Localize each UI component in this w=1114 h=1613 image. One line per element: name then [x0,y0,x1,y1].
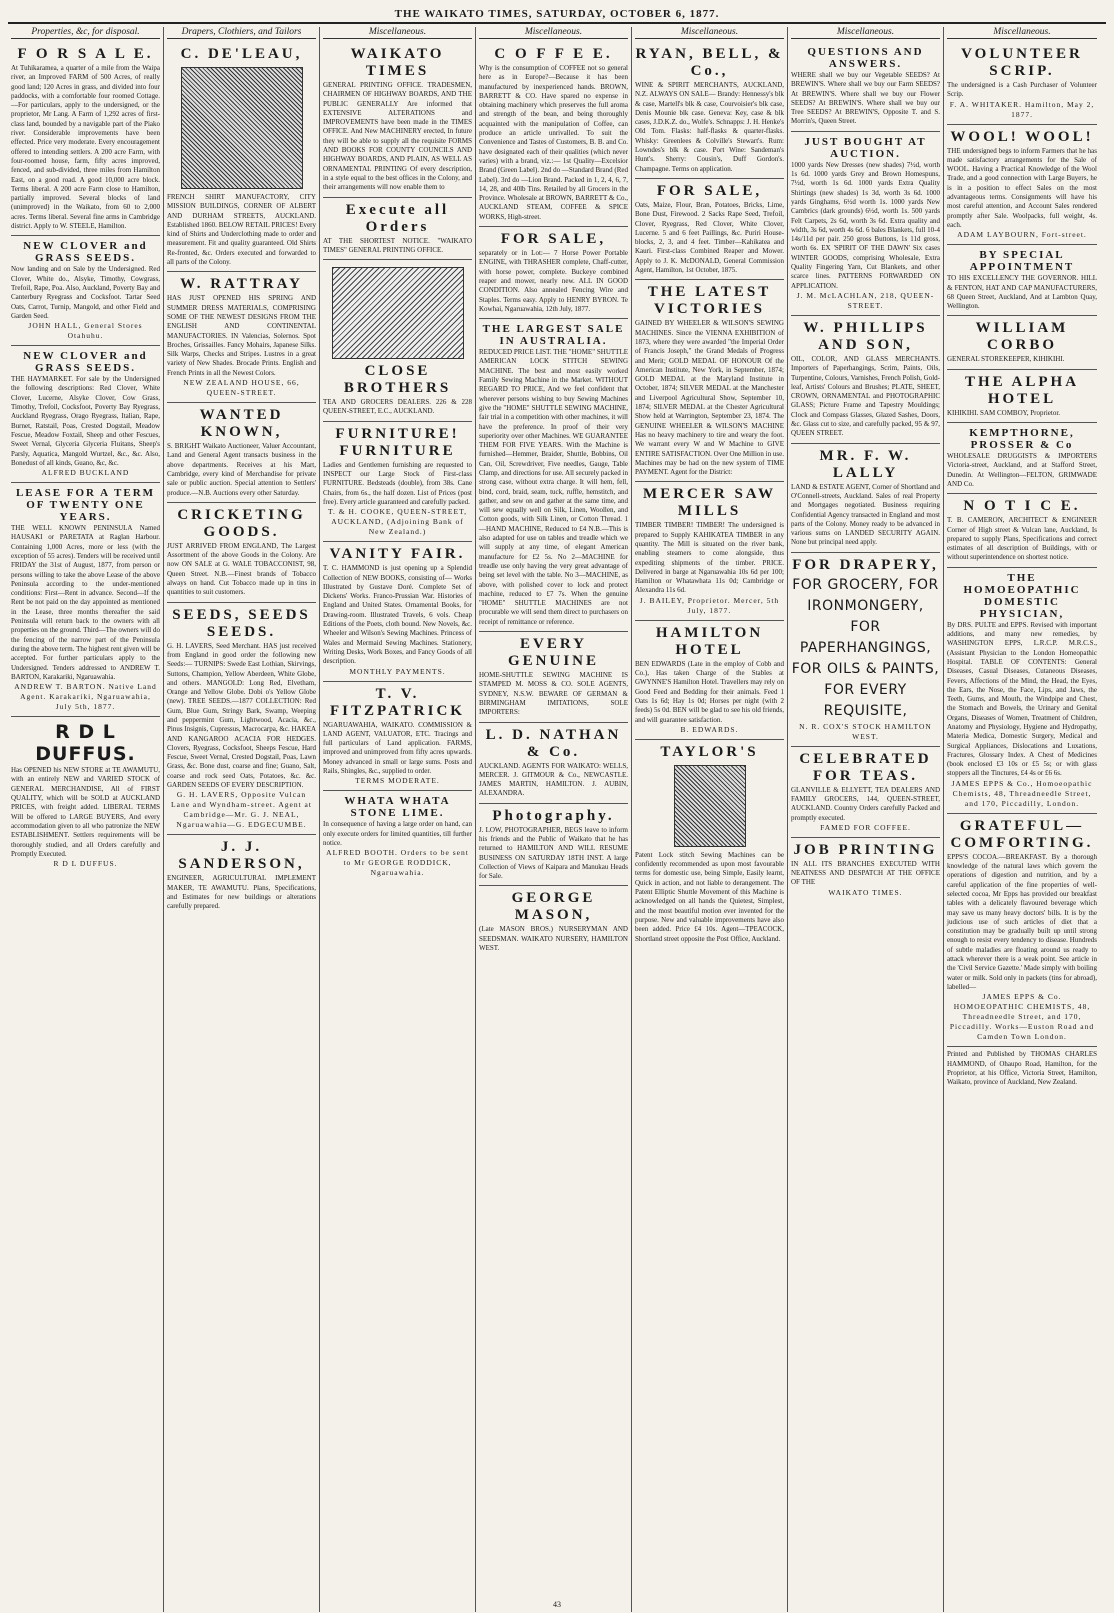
column-7 [944,27,1100,1612]
advertisement [791,132,940,316]
ad-body: AT THE SHORTEST NOTICE. "WAIKATO TIMES" GENERAL PRINTING OFFICE. [323,236,472,254]
ad-title: SEEDS, SEEDS SEEDS. [172,606,311,640]
column-heading: Miscellaneous. [635,27,784,39]
ad-body: Has OPENED his NEW STORE at TE AWAMUTU, with an entirely NEW and VARIED STOCK of GENERAL MERCHANDISE, All of FIRST QUALITY, which will be SOLD at AUCKLAND PRICES, with freight added. LIBERAL TERMS Will be offered to LARGE BUYERS, And every accommodation given to all who patronize the NEW ESTABLISHMENT. Settlers requirements will be thoroughly studied, and all Orders carefully and Promptly Executed. [11,766,160,858]
advertisement [791,316,940,444]
advertisement [635,621,784,740]
ad-body: THE WELL KNOWN PENINSULA Named HAUSAKI or PARETATA at Raglan Harbour. Containing 1,000 Acres, more or less (with the exception of 55 acres). Tenders will be received until FRIDAY the 31st of August, 1877, from person or persons willing to take the above Lease of the above Peninsula according to the under-mentioned conditions: First—Rent in advance. Second—If the Rent be not paid on the day appointed as mentioned in the Lease, three months thereafter the said Peninsula will return back to the owners with all properties on the ground. Third—The owners will do the fencing of the narrow part of the Peninsula during the above term. The highest rent given will be accepted. For further particulars apply to the Undersigned. Tenders addressed to ANDREW T. BARTON, Karakariki, Ngaruawahia. [11,524,160,681]
ad-signature: J. M. McLACHLAN, 218, QUEEN-STREET. [796,290,935,310]
ad-title: GEORGE MASON, [511,890,596,924]
ad-body: T. B. CAMERON, ARCHITECT & ENGINEER Corner of High street & Vulcan lane, Auckland, Is prepared to supply Plans, Specifications and correct estimates of all description of Buildings, with or without superintendence on shortest notice. [947,516,1097,562]
ad-body: Oats, Maize, Flour, Bran, Potatoes, Bricks, Lime, Bone Dust, Firewood. 2 Sacks Rape Seed, Trefoil, Clover, Ryegrass, Red Clover, White Clover, Lucerne. 5 and 6 feet Paillings, &c. Puriri House-blocks, 2, 3, and 4 feet. Timber—Kahikatea and Kauri. First-class Combined Reaper and Mower. Apply to J. K. McDONALD, General Commission Agent, Hamilton, 1st October, 1875. [635,200,784,275]
ad-title: F O R S A L E. [17,46,154,62]
ad-title: WOOL! WOOL! [950,128,1094,145]
ad-title: W. PHILLIPS AND SON, [803,319,928,353]
column-heading: Drapers, Clothiers, and Tailors [167,27,316,39]
ad-title: WHATA WHATA STONE LIME. [344,795,451,820]
ad-title: FOR DRAPERY, [792,556,939,573]
ad-body: Ladies and Gentlemen furnishing are requested to INSPECT our Large Stock of First-class FURNITURE. Bedsteads (double), from 38s. Cane Chairs, from 6s., the half dozen. List of Prices (post free). Every article guaranteed and carefully packed. [323,460,472,506]
ad-title: JOB PRINTING [793,841,938,858]
ad-signature: FAMED FOR COFFEE. [820,822,911,832]
ad-body: Now landing and on Sale by the Undersigned. Red Clover, White do., Alsyke, Timothy, Cowgrass, Trefoil, Rape, Poa. Also, Auckland, Poverty Bay and Canterbury Ryegrass and Cocksfoot. Tartar Seed Oats, Carrot, Turnip, Mangold, and other Field and Garden Seed. [11,265,160,320]
ad-body: G. H. LAVERS, Seed Merchant. HAS just received from England in good order the following new Seeds:— TURNIPS: Swede East Lothian, Skirvings, Suttons, Champion, Yellow Aberdeen, White Globe, and others. MANGOLD: Long Red, Elvetham, Orange and Yellow Globe. Dobi o's Yellow Globe (new). TREE SEEDS.—1877 COLLECTION: Red Gum, Blue Gum, Stringy Bark, Swamp, Weeping and peppermint Gum, Lightwood, Acacia, &c., Pinus Insignis, Cupressus, Macrocarpa, &c. HAKEA AND KANGAROO ACACIA FOR HEDGES. Clovers, Ryegrass, Cocksfoot, Sheeps Fescue, Hard Fescue, Sweet Vernal, Crested Dogstail, Poas, Lawn Grass, &c. Bone dust, coarse and fine; Guano, Salt, coarse and rock seed Oats, Potatoes, &c. &c. GARDEN SEEDS OF EVERY DESCRIPTION. [167,641,316,790]
ad-signature: G. H. LAVERS, Opposite Vulcan Lane and Wyndham-street. Agent at Cambridge—Mr. G. J. NEAL, Ngaruawahia—G. EDGECUMBE. [171,790,312,830]
advertisement [635,42,784,179]
ad-title: THE LATEST VICTORIES [647,284,772,318]
advertisement [947,494,1097,567]
column-heading: Miscellaneous. [479,27,628,39]
ad-title: THE ALPHA HOTEL [964,373,1080,407]
ad-title: LEASE FOR A TERM OF TWENTY ONE YEARS. [15,487,156,524]
advertisement [323,682,472,792]
advertisement [791,747,940,838]
advertisement [947,316,1097,369]
ad-body: FOR GROCERY, FOR IRONMONGERY, FOR PAPERHANGINGS, FOR OILS & PAINTS, FOR EVERY REQUISITE, [791,576,940,719]
ad-body: At Tuhikaramea, a quarter of a mile from the Waipa river, an Improved FARM of 500 Acres, of really good land; 120 Acres in grass, and divided into four paddocks, with a comfortable four roomed Cottage.—For particulars, apply to the undersigned, or the proprietor, Mr Lang. A Farm of 1,292 acres of first-class land, bounded by a navigable part of the Piako river. Considerable improvements have been effected. Price very moderate. Every encouragement offered to intending settlers. A 200 acre Farm, with four-roomed house, farm, fifty acres improved, fenced, and sub-divided, three miles from Hamilton East, on a good road. A good 10,000 acre block. Terms liberal. A 200 acre Farm close to Hamilton, partially improved. Several blocks of land (unimproved) in the Waikato, from 60 to 2,000 acres. Terms liberal. Several fine arms in Cambridge district. Apply to W. STEELE, Hamilton. [11,64,160,231]
ad-title: T. V. FITZPATRICK [330,685,465,719]
ad-signature: ALFRED BUCKLAND [41,468,130,478]
ad-body: TEA AND GROCERS DEALERS. 226 & 228 QUEEN-STREET, E.C., AUCKLAND. [323,398,472,416]
advertisement [323,260,472,422]
ad-signature: ADAM LAYBOURN, Fort-street. [957,230,1087,240]
advertisement [479,319,628,632]
ad-signature: N. R. COX'S STOCK HAMILTON WEST. [799,721,932,741]
column-heading: Miscellaneous. [791,27,940,39]
ad-title: EVERY GENUINE [507,636,599,670]
ad-title: JUST BOUGHT AT AUCTION. [804,135,927,160]
advertisement [791,42,940,132]
ad-title: CELEBRATED FOR TEAS. [799,750,932,784]
advertisement [323,422,472,542]
ad-body: WHERE shall we buy our Vegetable SEEDS? At BREWIN'S. Where shall we buy our Farm SEEDS? At BREWIN'S. Where shall we buy our Flower SEEDS? At BREWIN'S. Where shall we buy our Tree SEEDS? At BREWIN'S, Opposite T. and S. Morrin's, Queen Street. [791,71,940,126]
ad-title: VANITY FAIR. [329,546,466,563]
ad-title: TAYLOR'S [660,743,759,760]
ad-title: NEW CLOVER and GRASS SEEDS. [23,350,148,375]
ad-signature: TERMS MODERATE. [355,776,440,786]
advertisement [323,42,472,198]
ad-signature: R D L DUFFUS. [53,859,118,869]
ad-title: MR. F. W. LALLY [819,447,912,481]
ad-body: BEN EDWARDS (Late in the employ of Cobb and Co.), Has taken Charge of the Stables at GWYNNE'S Hamilton Hotel. Travellers may rely on Good Feed and Bedding for their animals. Feed 1 Oats 1s 6d; Hay 1s 0d; Horses per night (with 2 feeds) 5s 0d. BEN will be glad to see his old friends, and will guarantee satisfaction. [635,659,784,724]
ad-title: Execute all Orders [345,201,450,235]
ad-title: FOR SALE, [500,231,607,248]
ad-signature: J. BAILEY, Proprietor. Mercer, 5th July, 1877. [639,595,780,615]
advertisement [167,272,316,403]
ad-title: FOR SALE, [656,182,763,199]
ad-title: VOLUNTEER SCRIP. [961,46,1083,79]
sewing-machine-engraving-icon [674,765,746,847]
advertisement [791,444,940,553]
ad-title: KEMPTHORNE, PROSSER & Co [969,427,1075,452]
advertisement [479,804,628,887]
ad-signature: WAIKATO TIMES. [828,887,903,897]
advertisement [635,482,784,620]
advertisement [11,483,160,717]
advertisement [167,403,316,503]
ad-body: In consequence of having a large order on hand, can only execute orders for limited quantities, till further notice. [323,820,472,847]
column-heading: Miscellaneous. [323,27,472,39]
ad-body: 1000 yards New Dresses (new shades) 7½d, worth 1s 6d. 1000 yards Grey and Brown Homespuns, 7½d, worth 1s 6d. 1000 yards Extra Quality Shirtings (new shades) 1s 3d, worth 3s 6d. 1000 yards Ginghams, 6½d worth 1s. 1000 yards New Cambrics (dark grounds) 6½d, worth 1s. 500 yards Felt Carpets, 2s 6d, worth 3s 6d. Extra quality and width, 3s 6d, worth 4s 6d. 6 bales Blankets, full 10-4 14s/11d per pair. 250 gross Buttons, 1s 11d gross, worth 6s. EX 'SPIRIT OF THE DAWN' Six cases WINTER GOODS, comprising Wholesale, Extra Quality Fingering Yarn, Cut Blankets, and other scarce lines. PATTERNS FORWARDED ON APPLICATION. [791,160,940,290]
advertisement [11,346,160,483]
advertisement [947,370,1097,423]
advertisement [11,42,160,236]
ad-title: N O T I C E. [963,498,1081,515]
advertisement [947,125,1097,246]
ad-title: BY SPECIAL APPOINTMENT [969,249,1075,274]
ad-title: C O F F E E. [494,46,613,62]
ad-title: QUESTIONS AND ANSWERS. [807,46,924,70]
ad-title: CRICKETING GOODS. [177,506,306,540]
ad-body: J. LOW, PHOTOGRAPHER, BEGS leave to inform his friends and the Public of Waikato that he has returned to HAMILTON AND WILL RESUME BUSINESS ON SATURDAY 18TH INST. A large Collection of Views of Kaipara and Manukau Heads for Sale. [479,825,628,881]
tea-banner-engraving-icon [332,267,464,359]
advertisement [947,42,1097,125]
ad-signature: JAMES EPPS & Co. HOMOEOPATHIC CHEMISTS, 48, Threadneedle Street, and 170, Piccadilly. Works—Euston Road and Camden Town London. [949,992,1095,1042]
ad-body: TIMBER TIMBER! TIMBER! The undersigned is prepared to Supply KAHIKATEA TIMBER in any quantity. The Mill is situated on the river bank, enabling steamers to come alongside, thus expediting shipments of the timber. PRICE. Delivered in barge at Ngaruawahia 10s 6d per 100; Hamilton or Whatawhata 11s 0d; Cambridge or Alexandra 11s 6d. [635,521,784,595]
advertisement [947,245,1097,316]
advertisement [167,603,316,836]
ad-title: RYAN, BELL, & Co., [635,46,784,79]
ad-title: WILLIAM CORBO [975,320,1069,354]
advertisement [167,835,316,915]
column-2 [164,27,320,1612]
ad-title: GRATEFUL—COMFORTING. [950,817,1094,851]
advertisement [947,423,1097,494]
advertisement [947,814,1097,1047]
advertisement [479,42,628,227]
ad-title: HAMILTON HOTEL [655,624,764,658]
column-5 [632,27,788,1612]
ad-signature: NEW ZEALAND HOUSE, 66, QUEEN-STREET. [183,378,300,398]
advertisement [791,553,940,747]
ad-body: REDUCED PRICE LIST. THE "HOME" SHUTTLE AMERICAN LOCK STITCH SEWING MACHINE. The best and most easily worked Family Sewing Machine in the Market. WITHOUT REGARD TO PRICE, And we feel confident that wherever persons wishing to buy Sewing Machines give the "HOME" SHUTTLE SEWING MACHINE, fair trial in a competition with other machines, it will have the preference. In proof of their very superiority over other Machines. WE GUARANTEE THEM FOR FIVE YEARS. With the Machine is furnished—Hemmer, Braider, Shuttle, Bobbins, Oil Can, Oil, Screwdriver, Five needles, Gauge, Table Clamp, and directions for use. All securely packed in strong case, without extra charge. It will hem, fell, bind, cord, braid, seam, tuck, ruffle, hemstitch, and gather, and sew on and gather at the same time, and will sew equally well on Silk, Linen, Woollen, and Cotton goods, with Silk Linen, or Cotton Thread. 1—HAND MACHINE, Reduced to £4 N.B.—This is also adapted for use on tables and treadle which we will supply at any time, of elegant American manufacture for £2 5s. No 2—MACHINE for treadle use only having the very great advantage of being set level with the table. No 3—MACHINE, as above, with polished cover to lock and protect machine, reduced to £7 7s. When the genuine "HOME" SHUTTLE MACHINES are not procurable we will send them direct to purchasers on receipt of remittance or reference. [479,348,628,626]
advertisement [479,723,628,804]
ad-title: NEW CLOVER and GRASS SEEDS. [23,240,148,265]
ad-body: GENERAL STOREKEEPER, KIHIKIHI. [947,355,1065,364]
ad-body: IN ALL ITS BRANCHES EXECUTED WITH NEATNESS AND DESPATCH AT THE OFFICE OF THE [791,859,940,887]
ad-title: L. D. NATHAN & Co. [485,726,622,760]
ad-title: J. J. SANDERSON, [178,839,305,873]
advertisement [479,886,628,957]
ad-signature: B. EDWARDS. [680,724,739,734]
ad-body: ENGINEER, AGRICULTURAL IMPLEMENT MAKER, TE AWAMUTU. Plans, Specifications, and Estimates for new buildings or alterations carefully prepared. [167,874,316,911]
advertisement [635,179,784,280]
advertisement [635,280,784,482]
ad-title: THE LARGEST SALE IN AUSTRALIA. [482,323,625,348]
ad-body: OIL, COLOR, AND GLASS MERCHANTS. Importers of Paperhangings, Scrim, Paints, Oils, Turpentine, Colours, Varnishes, French Polish, Gold-leaf, Artists' Colours and Brushes; PLATE, SHEET, CROWN, ORNAMENTAL and PHOTOGRAPHIC GLASS; Picture Frame and Tapestry Mouldings; Clock and Compass Glasses, Glazed Sashes, Doors, &c. Glass cut to size, and carefully packed, 95 & 97, QUEEN STREET. [791,354,940,438]
ad-body: Printed and Published by THOMAS CHARLES HAMMOND, of Ohaupo Road, Hamilton, for the Proprietor, at his Office, Victoria Street, Hamilton, Waikato, province of Auckland, New Zealand. [947,1050,1097,1087]
ad-body: TO HIS EXCELLENCY THE GOVERNOR. HILL & FENTON, HAT AND CAP MANUFACTURERS, 68 Queen Street, Auckland, And at Lambton Quay, Wellington. [947,274,1097,311]
ad-title: R D L DUFFUS. [35,721,136,766]
column-4 [476,27,632,1612]
ad-body: S. BRIGHT Waikato Auctioneer, Valuer Accountant, Land and General Agent transacts business in the above departments. Receives at his Mart, Cambridge, every kind of Merchandise for private sale or public auction. Special attention to Settlers' produce.—N.B. Auctions every other Saturday. [167,442,316,497]
column-heading: Miscellaneous. [947,27,1097,39]
ad-body: WHOLESALE DRUGGISTS & IMPORTERS Victoria-street, Auckland, and at Stafford Street, Dunedin. At Wellington—FELTON, GRIMWADE AND Co. [947,452,1097,488]
ad-body: Patent Lock stitch Sewing Machines can be confidently recommended as upon most favourable terms for domestic use, being Simple, Easily learnt, Quick in action, and not liable to derangement. The Patent Elliptic Shuttle Movement of this Machine is acknowledged on all hands the Quietest, Simplest, and the most beautiful motion ever invented for the purpose. New and valuable improvements have also been added. Price £4 10s. Agent—TPEACOCK, Shortland street opposite the Post Office, Auckland. [635,850,784,943]
ad-body: THE undersigned begs to inform Farmers that he has made satisfactory arrangements for the Sale of WOOL. Having a Practical Knowledge of the Wool Trade, and a good connection with Large Buyers, he is in a position to effect Sales on the most advantageous terms. Consignments will have his most careful attention, and Account Sales rendered promptly after Sale. Woolpacks, full weight, 4s. each. [947,146,1097,229]
ad-signature: F. A. WHITAKER. Hamilton, May 2, 1877. [949,99,1095,119]
advertisement [479,632,628,722]
ad-title: THE HOMOEOPATHIC DOMESTIC PHYSICIAN, [963,571,1081,620]
ad-body: NGARUAWAHIA, WAIKATO. COMMISSION & LAND AGENT, VALUATOR, ETC. Tracings and full particulars of Land application. FARMS, improved and unimproved from fifty acres upwards. Money advanced in small or large sums. Posts and Rails, Shingles, &c., supplied to order. [323,720,472,775]
ad-signature: T. & H. COOKE, QUEEN-STREET, AUCKLAND, (Adjoining Bank of New Zealand.) [328,507,467,537]
column-1 [8,27,164,1612]
ad-body: HOME-SHUTTLE SEWING MACHINE IS STAMPED M. MOSS & CO. SOLE AGENTS, SYDNEY, N.S.W. BEWARE OF GERMAN & BIRMINGHAM IMITATIONS, SOLE IMPORTERS: [479,671,628,717]
ad-title: Photography. [492,807,615,824]
ad-body: FRENCH SHIRT MANUFACTORY, CITY MISSION BUILDINGS, CORNER OF ALBERT AND DURHAM STREETS, AUCKLAND. Established 1860. BELOW RETAIL PRICES! Every kind of Shirts and Underclothing made to order and measurement. Fit and quality guaranteed. Old Shirts Re-fronted, &c. Orders executed and forwarded to all parts of the Colony. [167,193,316,267]
ad-title: WANTED KNOWN, [199,407,284,441]
advertisement [947,568,1097,814]
ad-body: The undersigned is a Cash Purchaser of Volunteer Scrip. [947,81,1097,99]
ad-title: FURNITURE! FURNITURE [335,425,460,459]
ad-body: AUCKLAND. AGENTS FOR WAIKATO: WELLS, MERCER. J. GITMOUR & Co., NEWCASTLE. JAMES MARTIN, HAMILTON. J. AUBIN, ALEXANDRA. [479,761,628,798]
ad-signature: JOHN HALL, General Stores Otahuhu. [28,321,143,341]
ad-body: GAINED BY WHEELER & WILSON'S SEWING MACHINES. Since the VIENNA EXHIBITION of 1873, where they were awarded "the Imperial Order of Francis Joseph," the Grand Medals of Progress and Merit; GOLD MEDAL OF HONOUR Of the American Institute, New York, in September, 1874; GOLD MEDAL at the Maryland Institute in October, 1874; SILVER MEDAL at the Manchester and Liverpool Agricultural Show, September 10, 1874; SILVER MEDAL at the Chester Agricultural Show held at Warrington, September 23, 1874. The GENUINE WHEELER & WILSON'S MACHINE Has no heavy machinery to tire and weary the foot. We warrant every W and W Machine to GIVE ENTIRE SATISFACTION. Over One Million in use. Machines may be had on the new system of TIME PAYMENT. Agent for the District: [635,319,784,477]
ad-body: HAS JUST OPENED HIS SPRING AND SUMMER DRESS MATERIALS, COMPRISING SOME OF THE NEWEST DESIGNS FROM THE ENGLISH AND CONTINENTAL MANUFACTORIES. IN Valencias, Solernos. Spot Broches, Grissailles. Fancy Mohairs, Japanese Silks. Silk Warps, Checks and Stripes. Lustres in a great variety of New Shades. Brocade Prints. English and French Prints in all the Newest Colors. [167,294,316,377]
column-heading: Properties, &c, for disposal. [11,27,160,39]
advertisement [167,503,316,603]
ad-signature: ALFRED BOOTH. Orders to be sent to Mr GEORGE RODDICK, Ngaruawahia. [326,848,469,878]
ad-body: separately or in Lot:— 7 Horse Power Portable ENGINE, with THRASHER complete, Chaff-cutter, with horse power, complete. Buckeye combined reaper and mower, nearly new. ALL IN GOOD CONDITION. Also annealed Fencing Wire and Staples. Terms easy. Apply to HENRY BYRON. Te Kowhai, Ngaruawahia, 12th July, 1877. [479,249,628,313]
advertisement [11,717,160,873]
advertisement [479,227,628,319]
page-number: 43 [553,1600,561,1609]
ad-title: WAIKATO TIMES [350,46,445,79]
advertisement [635,740,784,948]
advertisement [323,542,472,681]
advertisement [11,236,160,346]
advertisement [791,838,940,902]
ad-body: GENERAL PRINTING OFFICE. TRADESMEN, CHAIRMEN OF HIGHWAY BOARDS, AND THE PUBLIC GENERALLY Are informed that EXTENSIVE ALTERATIONS and IMPROVEMENTS have been made in the TIMES OFFICE. And New MACHINERY erected, In future they will be able to supply all the requisite FORMS AND BOOKS FOR COUNTY COUNCILS AND HIGHWAY BOARDS, AND PLAIN, AS WELL AS ORNAMENTAL PRINTING Of every description, in a style equal to the best offices in the Colony, and their arrangements will now enable them to [323,81,472,192]
ad-title: MERCER SAW MILLS [643,486,776,520]
ad-body: T. C. HAMMOND is just opening up a Splendid Collection of NEW BOOKS, consisting of— Works Illustrated by Gustave Doré. Complete Set of Dickens' Works. Franco-Prussian War. Histories of England and United States. Ornamental Books, for Drawing-room. Illustrated Travels, 6 vols. Cheap Editions of the Poets, cloth bound. New Novels, &c. Wheeler and Wilson's Sewing Machines. Princess of Wales and Mermaid Sewing Machines. Stationery, Writing Desks, Work Boxes, and Fancy Goods of all description. [323,564,472,666]
advertisement [323,198,472,261]
ad-title: CLOSE BROTHERS [343,363,452,397]
ad-signature: ANDREW T. BARTON. Native Land Agent. Karakariki, Ngaruawahia, July 5th, 1877. [14,682,157,712]
ad-title: C. DE'LEAU, [180,46,303,62]
ad-body: GLANVILLE & ELLYETT, TEA DEALERS AND FAMILY GROCERS, 144, QUEEN-STREET, AUCKLAND. Country Orders carefully Packed and promptly executed. [791,785,940,822]
masthead: THE WAIKATO TIMES, SATURDAY, OCTOBER 6, 1877. [8,6,1106,24]
ad-body: KIHIKIHI. SAM COMBOY, Proprietor. [947,408,1061,417]
ad-signature: JAMES EPPS & Co., Homoeopathic Chemists, 48, Threadneedle Street, and 170, Piccadilly, London. [951,778,1093,808]
ad-body: By DRS. PULTE and EPPS. Revised with important additions, and many new remedies, by WASHINGTON EPPS, L.R.C.P. M.R.C.S., (Assistant Physician to the London Homeopathic Hospital. TABLE OF CONTENTS: General Diseases, Casual Diseases, Cutaneous Diseases, Fevers, Affections of the Mind, the Head, the Eyes, the Ears, the Nose, the Face, Lips, and Jaws, the Teeth, Gums, and Mouth, the Windpipe and Chest, the Stomach and Bowels, the Urinary and Genital Organs, Diseases of Women, Treatment of Children, Anatomy and Physiology, Hygiene and Hydropathy, Materia Medica, Domestic Surgery, Medical and Surgical Appliances, Dislocations and Luxations, Fractures, Glossary Index. A Chest of Medicines (book enclosed £3 10s or £5 5s; or with glass stoppers all the Tinctures, £4 4s or £6 6s. [947,620,1097,778]
ad-body: LAND & ESTATE AGENT, Corner of Shortland and O'Connell-streets, Auckland. Sales of real Property and Mortgages negotiated. Business requiring Confidential Agency transacted in England and most parts of the Colony. Money ready to be advanced in various sums on LANDED SECURITY AGAIN. None but principal need apply. [791,482,941,547]
ad-body: Why is the consumption of COFFEE not so general here as in Europe?—Because it has been manufactured by inexperienced hands. BROWN, BARRETT & CO. Have spared no expense in obtaining machinery which preserves the full aroma and strength of the bean, and being thoroughly acquainted with the manipulation of Coffee, can produce an article unrivalled. To suit the Convenience and Tastes of Customers, B. B. and Co. have designated each of their qualities (which never varies) with a brand, viz.:— 1st Quality—Excelsior Brand (Green Label). 2nd do —Standard Brand (Red Label). 3rd do —Lion Brand. Packed in 1, 2, 4, 6, 7, 14, 28, and 40lb Tins. Retailed by all Grocers in the Province. Wholesale at BROWN, BARRETT & Co., AUCKLAND STEAM, COFFEE & SPICE WORKS, High-street. [479,64,628,221]
ad-body: JUST ARRIVED FROM ENGLAND, The Largest Assortment of the above Goods in the Colony. Are now ON SALE at G. WALE TOBACCONIST, 98, Queen Street. N.B.—Finest brands of Tobacco always on hand. Cut Tobacco made up in tins in quantities to suit customers. [167,541,316,597]
advertisement [167,42,316,272]
column-6 [788,27,944,1612]
ad-signature: MONTHLY PAYMENTS. [349,666,446,676]
columns-container [8,27,1106,1612]
shirt-engraving-icon [181,67,303,189]
ad-body: THE HAYMARKET. For sale by the Undersigned the following descriptions: Red Clover, White Clover, Lucerne, Alsyke Clover, Cow Grass, Timothy, Trefoil, Cocksfoot, Poverty Bay Ryegrass, Auckland Ryegrass, Orago Ryegrass, Italian, Rape, Burnet, Ratstail, Poas, Crested Dogstail, Meadow Fescue, Meadow Foxtail, Sheep and other Fescues, Sweet Vernal, Glyceria Glyceria Fluitans, Sheep's Parsly, Aquatica, Mangold Wurtzel, &c., &c. Also, Bonedust of all kinds, Guano, &c, &c. [11,375,160,467]
column-3 [320,27,476,1612]
advertisement [323,791,472,882]
advertisement [947,1047,1097,1091]
ad-body: EPPS'S COCOA.—BREAKFAST. By a thorough knowledge of the natural laws which govern the operations of digestion and nutrition, and by a careful application of the fine properties of well-selected cocoa, Mr Epps has provided our breakfast tables with a delicately flavoured beverage which may save us many heavy doctors' bills. It is by the judicious use of such articles of diet that a constitution may be gradually built up until strong enough to resist every tendency to disease. Hundreds of subtle maladies are floating around us ready to attack wherever there is a weak point. See article in the 'Civil Service Gazette.' Made simply with boiling water or milk. Sold only in packets (tins for abroad), labelled— [947,852,1097,991]
ad-body: (Late MASON BROS.) NURSERYMAN AND SEEDSMAN. WAIKATO NURSERY, HAMILTON WEST. [479,925,628,953]
ad-body: WINE & SPIRIT MERCHANTS, AUCKLAND, N.Z. ALWAYS ON SALE— Brandy: Hennessy's blk & case, Martell's blk & case, Courvoisier's blk case, Denis Mounie blk case. Geneva: Key, case & blk cases, J.D.K.Z. do., Wolfe's. Schnapps: J. H. Henke's Old Tom. Flasks: half-flasks & quarter-flasks. Whisky: Greenlees & Colville's Stewart's. Rum: Lowndes's blk & case. Port Wine: Sandeman's Hunt's. Sherry: Cousin's, Duff Gordon's. Champagne. Terms on application. [635,81,784,173]
ad-title: W. RATTRAY [180,276,303,293]
